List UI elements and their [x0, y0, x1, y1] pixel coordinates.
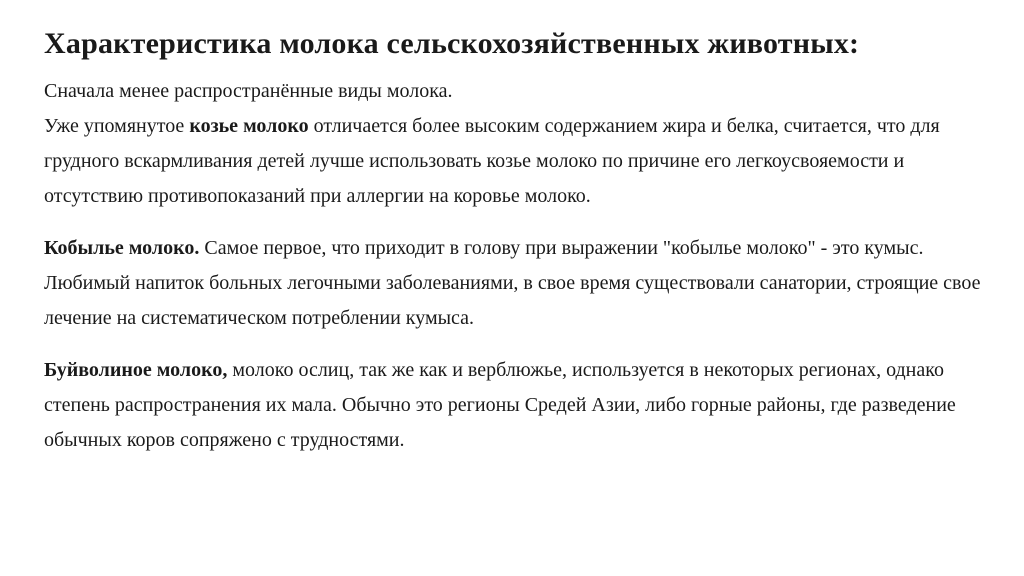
goat-milk-text-after: отличается более высоким содержанием жира и белка, считается, что для грудного вскармливания детей лучше использовать козье молоко по причине его легкоусвояемости и отсутствию противопоказаний при аллергии на коровье молоко.: [44, 115, 940, 207]
goat-milk-term: козье молоко: [189, 115, 309, 137]
mare-milk-paragraph: [44, 231, 994, 336]
slide-title: Характеристика молока сельскохозяйственных животных:: [44, 27, 860, 60]
buffalo-milk-paragraph: [44, 353, 994, 458]
intro-paragraph: Сначала менее распространённые виды молока.: [44, 80, 453, 102]
goat-milk-text-before: Уже упомянутое: [44, 115, 190, 137]
buffalo-milk-term: Буйволиное молоко,: [44, 359, 228, 381]
goat-milk-paragraph: [44, 109, 994, 214]
mare-milk-term: Кобылье молоко.: [44, 237, 200, 259]
buffalo-milk-text: молоко ослиц, так же как и верблюжье, используется в некоторых регионах, однако степень распространения их мала. Обычно это регионы Средей Азии, либо горные районы, где разведение обычных коров сопряжено с трудностями.: [44, 359, 956, 451]
mare-milk-text: Самое первое, что приходит в голову при выражении "кобылье молоко" - это кумыс. Любимый напиток больных легочными заболеваниями, в свое время существовали санатории, строящие свое лечение на систематическом потреблении кумыса.: [44, 237, 981, 329]
slide-body: [44, 74, 994, 458]
